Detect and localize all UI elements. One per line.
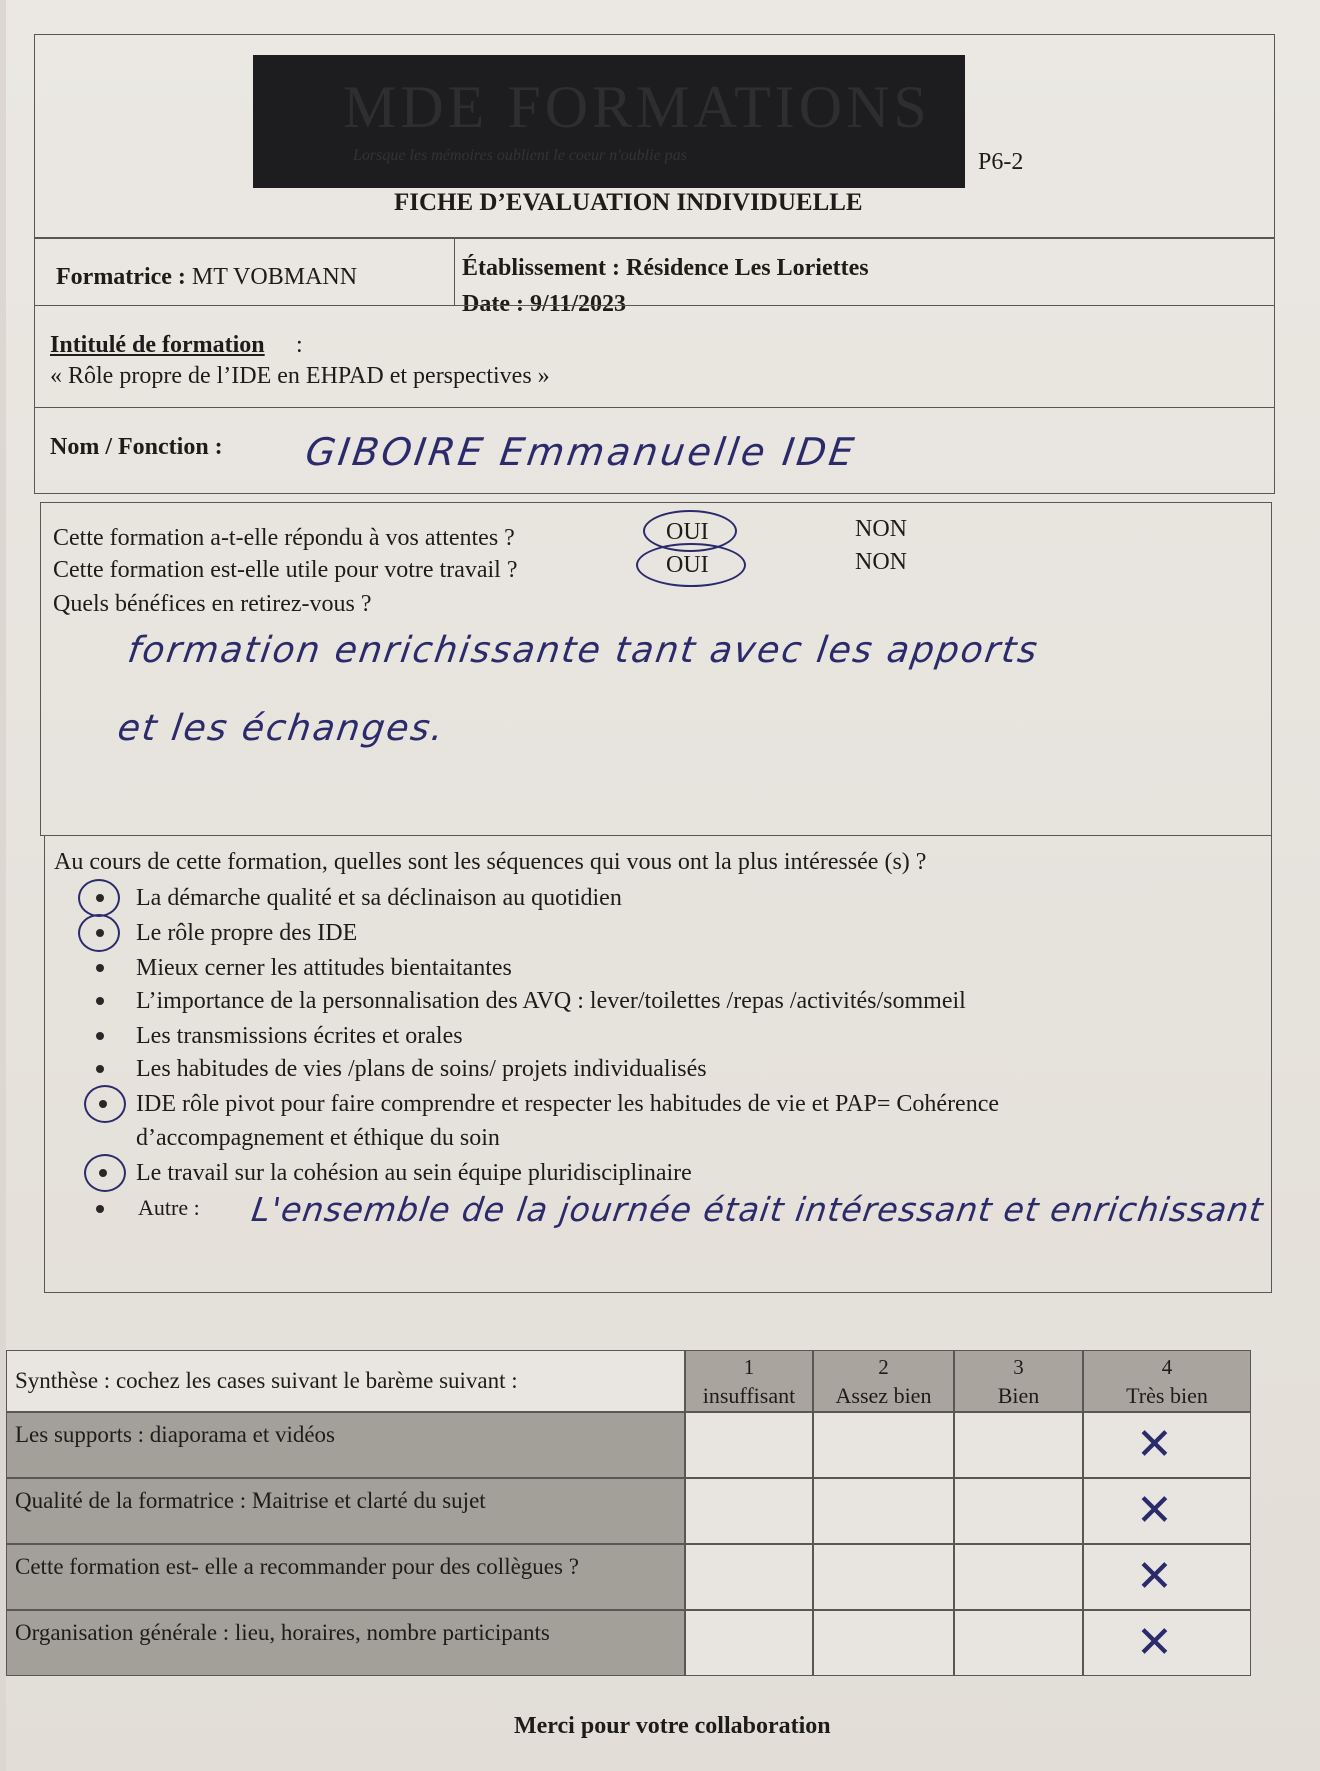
sequence-selected-circle (78, 914, 120, 952)
synthesis-column-number: 2 (878, 1355, 889, 1379)
synthesis-checkbox-cell[interactable] (685, 1412, 813, 1478)
sequence-item-text: Le travail sur la cohésion au sein équipe pluridisciplinaire (136, 1160, 692, 1186)
synthesis-row-label-cell (6, 1478, 685, 1544)
sequence-item-text: Les transmissions écrites et orales (136, 1023, 463, 1049)
trainer-divider (454, 238, 455, 306)
synthesis-row-label: Cette formation est- elle a recommander pour des collègues ? (15, 1554, 579, 1579)
logo-tagline: Lorsque les mémoires oublient le coeur n'oublie pas (353, 147, 687, 164)
synthesis-checkbox-cell[interactable] (685, 1478, 813, 1544)
training-title-label: Intitulé de formation (50, 332, 265, 358)
synthesis-column-number: 4 (1161, 1355, 1173, 1379)
sequence-bullet (96, 1065, 104, 1073)
sequence-item-text: Le rôle propre des IDE (136, 920, 358, 946)
q2-yes: OUI (666, 552, 709, 578)
synthesis-checkbox-cell[interactable] (954, 1412, 1083, 1478)
synthesis-checkbox-cell[interactable] (813, 1610, 954, 1676)
company-logo (253, 55, 965, 188)
training-title-value: « Rôle propre de l’IDE en EHPAD et perspectives » (50, 363, 550, 389)
synthesis-row-label: Qualité de la formatrice : Maitrise et clarté du sujet (15, 1488, 486, 1513)
synthesis-column-number: 1 (743, 1355, 755, 1379)
synthesis-header-label-cell (6, 1350, 685, 1412)
synthesis-row-label: Les supports : diaporama et vidéos (15, 1422, 336, 1447)
synthesis-column-number: 3 (1013, 1355, 1024, 1379)
sequence-selected-circle (84, 1085, 126, 1123)
footer-thanks: Merci pour votre collaboration (514, 1713, 831, 1739)
q2-yes-circle (636, 543, 746, 587)
synthesis-column-label: insuffisant (702, 1383, 796, 1408)
synthesis-checkbox-cell[interactable] (813, 1478, 954, 1544)
synthesis-column-header (813, 1350, 954, 1412)
question-1: Cette formation a-t-elle répondu à vos attentes ? (53, 525, 515, 551)
logo-text: MDE FORMATIONS (343, 74, 931, 140)
training-title-colon: : (296, 332, 303, 358)
sequence-item-text: La démarche qualité et sa déclinaison au quotidien (136, 885, 622, 911)
name-handwritten: GIBOIRE Emmanuelle IDE (302, 430, 860, 474)
synthesis-checkbox-cell[interactable] (813, 1544, 954, 1610)
sequence-item-text: Mieux cerner les attitudes bientaitantes (136, 955, 512, 981)
synthesis-checkbox-cell[interactable] (1083, 1610, 1251, 1676)
sequence-bullet (96, 997, 104, 1005)
synthesis-checkbox-cell[interactable] (954, 1478, 1083, 1544)
synthesis-checkbox-cell[interactable] (1083, 1478, 1251, 1544)
check-mark-icon: ✕ (1136, 1551, 1173, 1602)
synthesis-column-label: Bien (997, 1383, 1040, 1408)
synthesis-row-label-cell (6, 1412, 685, 1478)
sequence-item-text: d’accompagnement et éthique du soin (136, 1125, 500, 1151)
sequence-item-text: L’importance de la personnalisation des AVQ : lever/toilettes /repas /activités/sommeil (136, 988, 966, 1014)
name-label: Nom / Fonction : (50, 434, 223, 460)
sequence-bullet (96, 964, 104, 972)
check-mark-icon: ✕ (1136, 1485, 1173, 1536)
benefits-line-2: et les échanges. (115, 708, 448, 749)
sequence-selected-circle (78, 879, 120, 917)
sequence-bullet (96, 1205, 104, 1213)
sequences-question: Au cours de cette formation, quelles sont les séquences qui vous ont la plus intéressée (s) ? (54, 849, 927, 875)
q1-no: NON (855, 516, 907, 542)
q1-yes: OUI (666, 519, 709, 545)
q2-no: NON (855, 549, 907, 575)
synthesis-checkbox-cell[interactable] (685, 1610, 813, 1676)
sequence-bullet (96, 1032, 104, 1040)
establishment-label: Établissement : Résidence Les Loriettes (462, 255, 869, 281)
sequence-selected-circle (84, 1154, 126, 1192)
benefits-line-1: formation enrichissante tant avec les apports (125, 630, 1042, 671)
synthesis-column-label: Assez bien (835, 1383, 932, 1408)
synthesis-row-label-cell (6, 1610, 685, 1676)
check-mark-icon: ✕ (1136, 1617, 1173, 1668)
question-3: Quels bénéfices en retirez-vous ? (53, 591, 372, 617)
form-code: P6-2 (978, 149, 1024, 175)
synthesis-checkbox-cell[interactable] (1083, 1544, 1251, 1610)
synthesis-column-header (685, 1350, 813, 1412)
check-mark-icon: ✕ (1136, 1419, 1173, 1470)
synthesis-checkbox-cell[interactable] (1083, 1412, 1251, 1478)
synthesis-row-label: Organisation générale : lieu, horaires, nombre participants (15, 1620, 550, 1645)
synthesis-column-label: Très bien (1126, 1383, 1208, 1408)
synthesis-checkbox-cell[interactable] (813, 1412, 954, 1478)
form-title: FICHE D’EVALUATION INDIVIDUELLE (394, 189, 863, 216)
synthesis-column-header (954, 1350, 1083, 1412)
synthesis-row-label-cell (6, 1544, 685, 1610)
synthesis-checkbox-cell[interactable] (954, 1544, 1083, 1610)
sequence-item-text: IDE rôle pivot pour faire comprendre et respecter les habitudes de vie et PAP= Cohérence (136, 1091, 1000, 1117)
question-2: Cette formation est-elle utile pour votre travail ? (53, 557, 518, 583)
sequence-item-text: Autre : (138, 1195, 200, 1220)
synthesis-checkbox-cell[interactable] (954, 1610, 1083, 1676)
sequence-item-text: Les habitudes de vies /plans de soins/ projets individualisés (136, 1056, 707, 1082)
synthesis-checkbox-cell[interactable] (685, 1544, 813, 1610)
other-handwritten: L'ensemble de la journée était intéressant et enrichissant (249, 1190, 1267, 1229)
synthesis-header-label: Synthèse : cochez les cases suivant le barème suivant : (15, 1368, 518, 1393)
date-label: Date : 9/11/2023 (462, 291, 626, 317)
synthesis-column-header (1083, 1350, 1251, 1412)
trainer-label: Formatrice : MT VOBMANN (56, 264, 358, 290)
